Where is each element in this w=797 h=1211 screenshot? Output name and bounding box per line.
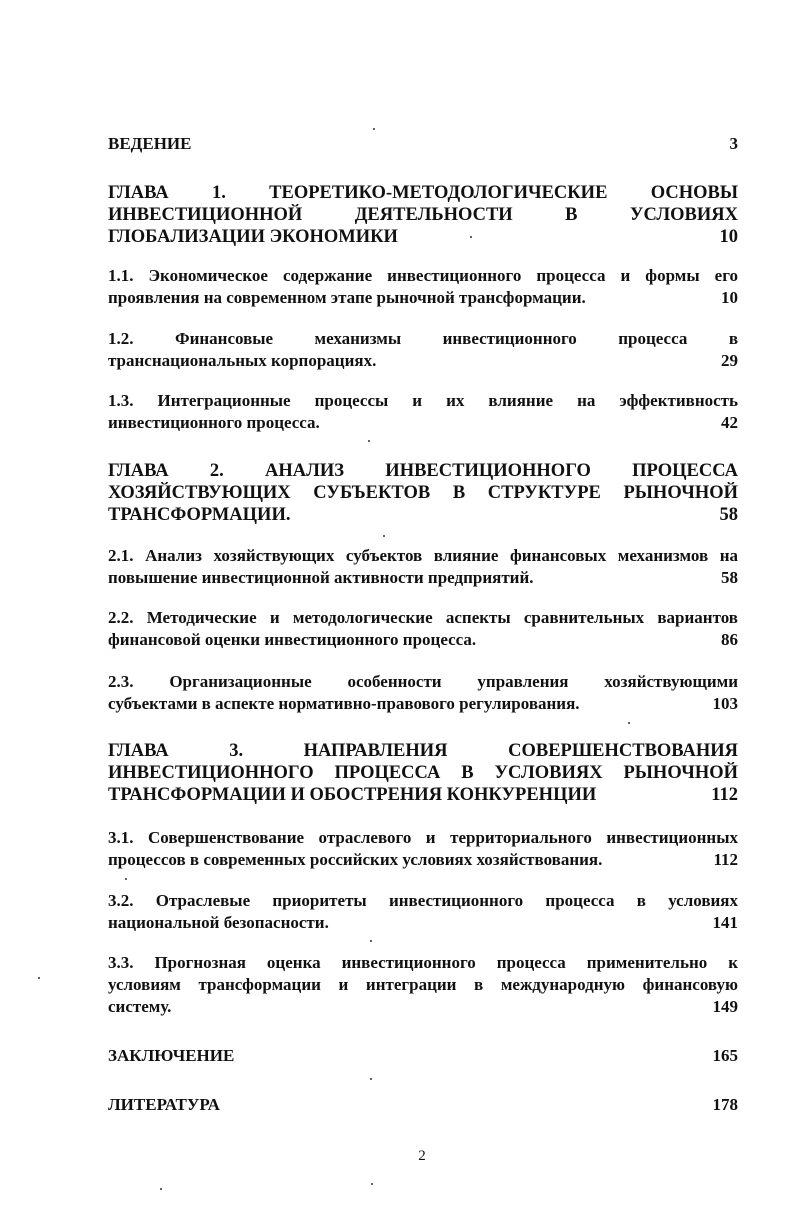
toc-entry-line: 2.3. Организационные особенности управления хозяйствующими (108, 672, 738, 691)
scan-speck (160, 1188, 162, 1190)
toc-entry-line: 1.2. Финансовые механизмы инвестиционного процесса в (108, 329, 738, 348)
toc-entry-title: транснациональных корпорациях. (108, 351, 377, 370)
toc-entry-line: 3.1. Совершенствование отраслевого и территориального инвестиционных (108, 828, 738, 847)
toc-chapter-1 (108, 182, 738, 248)
toc-entry-conclusion (108, 1045, 738, 1067)
table-of-contents (108, 0, 738, 1211)
toc-entry-title: инвестиционного процесса. (108, 413, 320, 432)
toc-entry-line: 2.1. Анализ хозяйствующих субъектов влияние финансовых механизмов на (108, 546, 738, 565)
toc-entry-literature (108, 1094, 738, 1116)
toc-entry-line: ГЛАВА 3. НАПРАВЛЕНИЯ СОВЕРШЕНСТВОВАНИЯ (108, 741, 738, 761)
scan-speck (370, 1078, 372, 1080)
toc-entry-page: 165 (712, 1046, 738, 1065)
scan-speck (383, 535, 385, 537)
toc-entry-line: ИНВЕСТИЦИОННОЙ ДЕЯТЕЛЬНОСТИ В УСЛОВИЯХ (108, 205, 738, 225)
toc-entry-title: проявления на современном этапе рыночной трансформации. (108, 288, 586, 307)
toc-entry-page: 178 (712, 1095, 738, 1114)
toc-entry-title: систему. (108, 997, 172, 1016)
scan-speck (373, 128, 375, 130)
scan-speck (125, 878, 127, 880)
toc-section-1-1 (108, 265, 738, 309)
toc-chapter-3 (108, 740, 738, 806)
toc-entry-page: 3 (729, 134, 738, 153)
toc-entry-title: ТРАНСФОРМАЦИИ И ОБОСТРЕНИЯ КОНКУРЕНЦИИ (108, 785, 597, 805)
toc-section-2-2 (108, 607, 738, 651)
toc-entry-page: 29 (721, 351, 738, 370)
toc-entry-title: ГЛОБАЛИЗАЦИИ ЭКОНОМИКИ (108, 227, 398, 247)
toc-entry-title: ВЕДЕНИЕ (108, 134, 192, 153)
toc-entry-page: 10 (719, 227, 738, 247)
scan-speck (470, 236, 472, 238)
toc-entry-title: ЛИТЕРАТУРА (108, 1095, 220, 1114)
toc-entry-line: 1.1. Экономическое содержание инвестиционного процесса и формы его (108, 266, 738, 285)
toc-entry-title: повышение инвестиционной активности предприятий. (108, 568, 534, 587)
toc-entry-title: ТРАНСФОРМАЦИИ. (108, 505, 291, 525)
toc-entry-line: условиям трансформации и интеграции в международную финансовую (108, 975, 738, 994)
toc-entry-page: 149 (712, 997, 738, 1016)
toc-entry-line: ИНВЕСТИЦИОННОГО ПРОЦЕССА В УСЛОВИЯХ РЫНОЧНОЙ (108, 763, 738, 783)
toc-entry-line: 3.3. Прогнозная оценка инвестиционного процесса применительно к (108, 953, 738, 972)
toc-entry-page: 141 (712, 913, 738, 932)
toc-entry-line: ГЛАВА 1. ТЕОРЕТИКО-МЕТОДОЛОГИЧЕСКИЕ ОСНОВЫ (108, 183, 738, 203)
toc-entry-intro (108, 133, 738, 155)
toc-section-2-1 (108, 545, 738, 589)
toc-entry-title: процессов в современных российских условиях хозяйствования. (108, 850, 603, 869)
toc-section-3-1 (108, 827, 738, 871)
toc-section-3-2 (108, 890, 738, 934)
toc-entry-line: 2.2. Методические и методологические аспекты сравнительных вариантов (108, 608, 738, 627)
toc-chapter-2 (108, 460, 738, 526)
toc-entry-title: субъектами в аспекте нормативно-правового регулирования. (108, 694, 580, 713)
toc-entry-page: 112 (711, 785, 738, 805)
toc-entry-page: 42 (721, 413, 738, 432)
toc-entry-line: 1.3. Интеграционные процессы и их влияние на эффективность (108, 391, 738, 410)
toc-section-1-2 (108, 328, 738, 372)
toc-entry-line: 3.2. Отраслевые приоритеты инвестиционного процесса в условиях (108, 891, 738, 910)
scan-speck (371, 1183, 373, 1185)
toc-entry-title: ЗАКЛЮЧЕНИЕ (108, 1046, 235, 1065)
scan-speck (38, 977, 40, 979)
toc-entry-line: ГЛАВА 2. АНАЛИЗ ИНВЕСТИЦИОННОГО ПРОЦЕССА (108, 461, 738, 481)
toc-section-1-3 (108, 390, 738, 434)
toc-entry-page: 86 (721, 630, 738, 649)
toc-entry-title: финансовой оценки инвестиционного процесса. (108, 630, 477, 649)
toc-entry-page: 103 (712, 694, 738, 713)
toc-section-2-3 (108, 671, 738, 715)
scan-speck (370, 940, 372, 942)
toc-entry-line: ХОЗЯЙСТВУЮЩИХ СУБЪЕКТОВ В СТРУКТУРЕ РЫНОЧНОЙ (108, 483, 738, 503)
page-number: 2 (418, 1148, 426, 1164)
toc-entry-page: 112 (713, 850, 738, 869)
toc-entry-page: 10 (721, 288, 738, 307)
toc-entry-page: 58 (719, 505, 738, 525)
toc-entry-title: национальной безопасности. (108, 913, 329, 932)
scan-speck (368, 440, 370, 442)
toc-entry-page: 58 (721, 568, 738, 587)
scan-speck (628, 722, 630, 724)
toc-section-3-3 (108, 952, 738, 1018)
